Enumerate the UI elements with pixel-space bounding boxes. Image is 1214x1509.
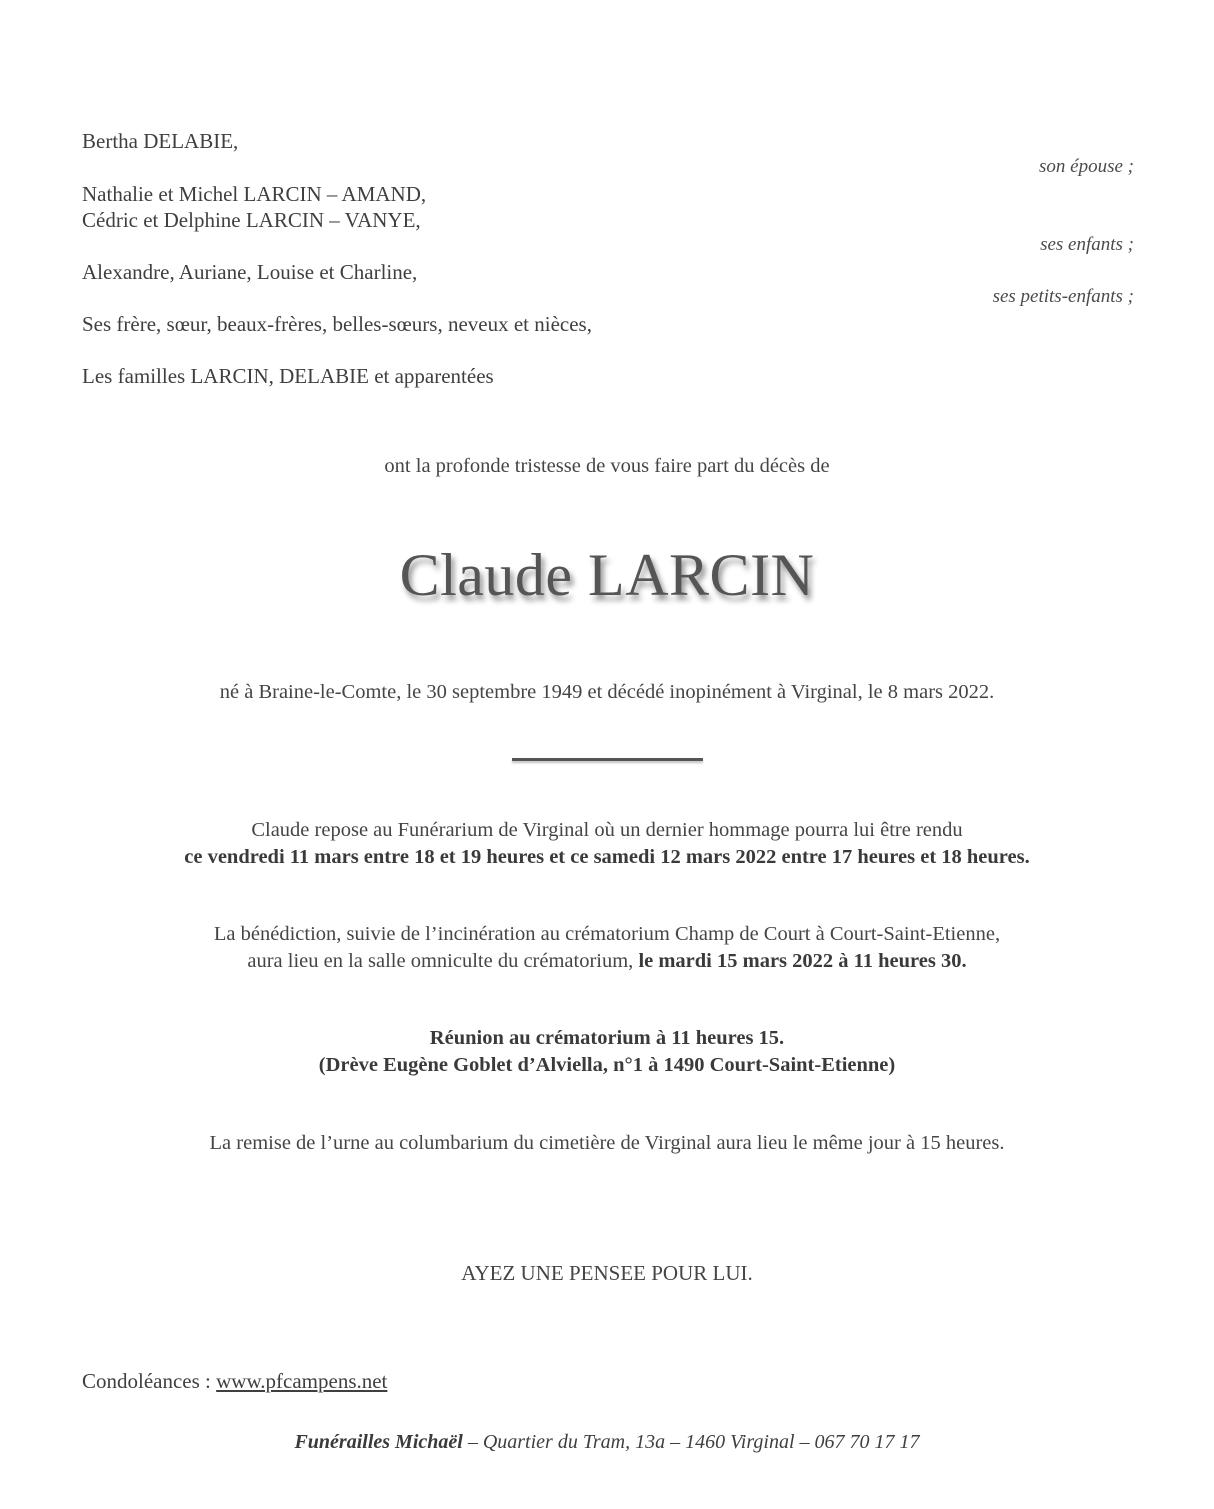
child-couple-1: Nathalie et Michel LARCIN – AMAND, (82, 182, 427, 206)
grandchildren-names: Alexandre, Auriane, Louise et Charline, (82, 260, 418, 284)
meeting-address: (Drève Eugène Goblet d’Alviella, n°1 à 1490 Court-Saint-Etienne) (318, 1054, 896, 1076)
deceased-name: Claude LARCIN (399, 542, 815, 608)
footer-company: Funérailles Michaël (294, 1431, 463, 1453)
birth-death-info: né à Braine-le-Comte, le 30 septembre 1949 et décédé inopinément à Virginal, le 8 mars 2022. (219, 681, 995, 703)
ceremony-line-1: La bénédiction, suivie de l’incinération au crématorium Champ de Court à Court-Saint-Etienne, (213, 923, 1001, 945)
footer-details: – Quartier du Tram, 13a – 1460 Virginal – 067 70 17 17 (462, 1431, 920, 1453)
ceremony-location: aura lieu en la salle omniculte du crématorium, (247, 950, 639, 972)
condolences (82, 1368, 387, 1394)
spouse-name: Bertha DELABIE, (82, 129, 239, 153)
child-couple-2: Cédric et Delphine LARCIN – VANYE, (82, 208, 421, 232)
separator-line (512, 758, 703, 761)
visitation-line-2: ce vendredi 11 mars entre 18 et 19 heures et ce samedi 12 mars 2022 entre 17 heures et 18 heures. (184, 846, 1030, 868)
extended-family: Ses frère, sœur, beaux-frères, belles-sœurs, neveux et nièces, (82, 312, 592, 336)
visitation-line-1: Claude repose au Funérarium de Virginal où un dernier hommage pourra lui être rendu (251, 819, 963, 841)
condolences-label: Condoléances : (82, 1369, 217, 1393)
footer (0, 1431, 1214, 1454)
announcement-text: ont la profonde tristesse de vous faire part du décès de (384, 455, 830, 477)
meeting-line-1: Réunion au crématorium à 11 heures 15. (429, 1027, 785, 1049)
ceremony-datetime: le mardi 15 mars 2022 à 11 heures 30. (638, 950, 967, 972)
condolences-link[interactable]: www.pfcampens.net (216, 1369, 388, 1393)
children-relation: ses enfants ; (1040, 234, 1134, 255)
urn-info: La remise de l’urne au columbarium du cimetière de Virginal aura lieu le même jour à 15 heures. (209, 1132, 1005, 1154)
grandchildren-relation: ses petits-enfants ; (992, 286, 1134, 307)
closing-phrase: AYEZ UNE PENSEE POUR LUI. (461, 1261, 753, 1285)
spouse-relation: son épouse ; (1039, 156, 1134, 177)
related-families: Les familles LARCIN, DELABIE et apparentées (82, 364, 494, 388)
ceremony-line-2 (0, 948, 1214, 975)
